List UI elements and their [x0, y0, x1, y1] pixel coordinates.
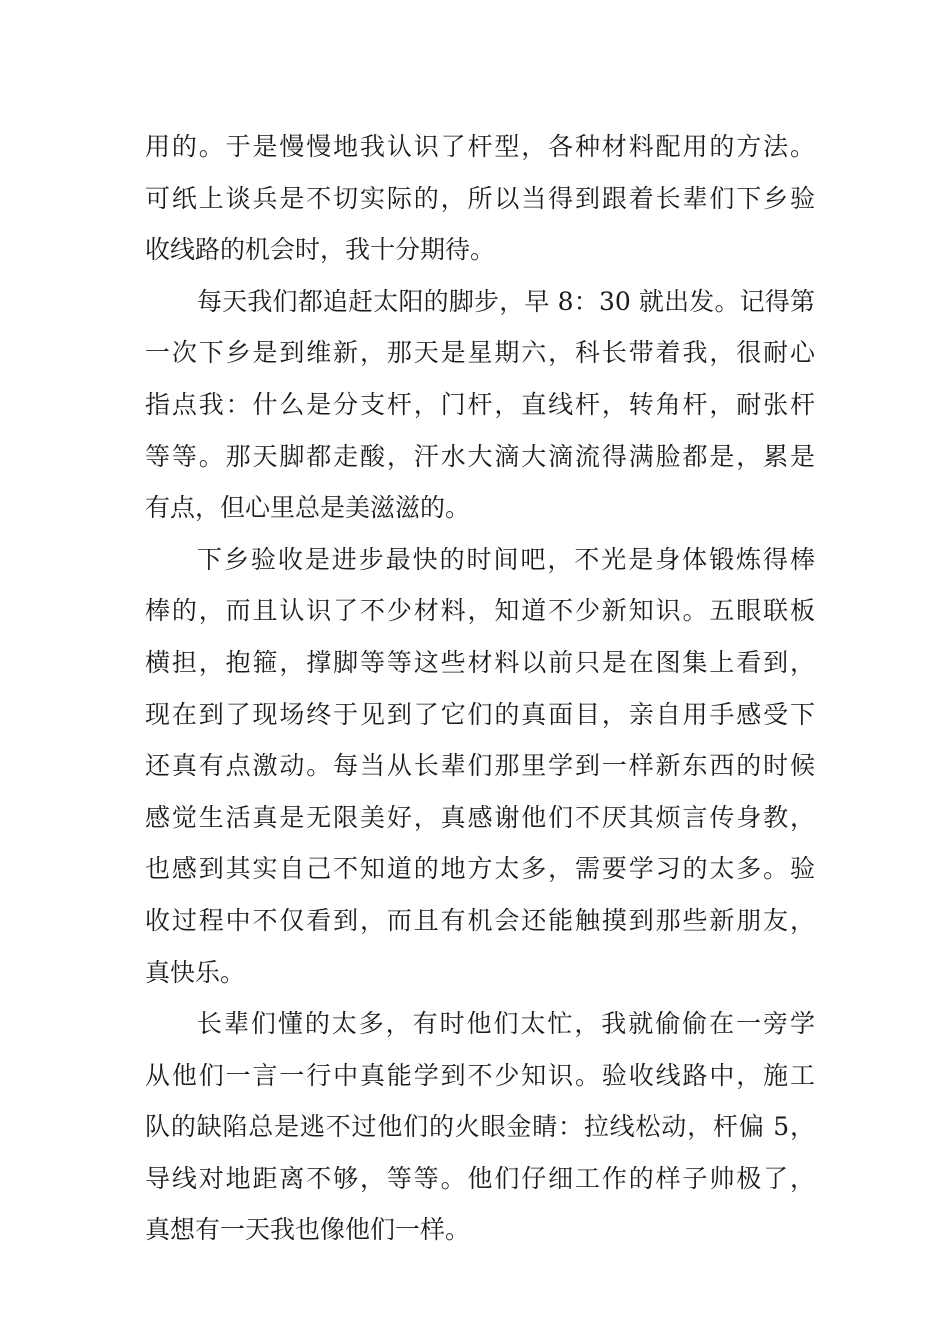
text-line: 一次下乡是到维新，那天是星期六，科长带着我，很耐心: [145, 338, 815, 368]
text-line: 收过程中不仅看到，而且有机会还能触摸到那些新朋友，: [145, 905, 815, 935]
paragraph: [145, 276, 815, 534]
paragraph: [145, 121, 815, 276]
text-line: 真想有一天我也像他们一样。: [145, 1215, 471, 1245]
text-line: 棒的，而且认识了不少材料，知道不少新知识。五眼联板: [145, 596, 815, 626]
text-line: 从他们一言一行中真能学到不少知识。验收线路中，施工: [145, 1060, 815, 1090]
text-line: 真快乐。: [145, 957, 246, 987]
text-line: 指点我：什么是分支杆，门杆，直线杆，转角杆，耐张杆: [145, 389, 815, 419]
text-line: 等等。那天脚都走酸，汗水大滴大滴流得满脸都是，累是: [145, 441, 815, 471]
text-line: 每天我们都追赶太阳的脚步，早 8：30 就出发。记得第: [197, 286, 815, 316]
text-line: 现在到了现场终于见到了它们的真面目，亲自用手感受下: [145, 699, 815, 729]
text-line: 横担，抱箍，撑脚等等这些材料以前只是在图集上看到，: [145, 647, 815, 677]
text-line: 队的缺陷总是逃不过他们的火眼金睛：拉线松动，杆偏 5，: [145, 1112, 815, 1142]
text-line: 还真有点激动。每当从长辈们那里学到一样新东西的时候: [145, 751, 815, 781]
text-line: 有点，但心里总是美滋滋的。: [145, 493, 471, 523]
text-line: 感觉生活真是无限美好，真感谢他们不厌其烦言传身教，: [145, 802, 815, 832]
body-text: [145, 121, 815, 1256]
text-line: 也感到其实自己不知道的地方太多，需要学习的太多。验: [145, 854, 815, 884]
text-line: 下乡验收是进步最快的时间吧，不光是身体锻炼得棒: [197, 544, 815, 574]
text-line: 长辈们懂的太多，有时他们太忙，我就偷偷在一旁学: [197, 1009, 815, 1039]
text-line: 导线对地距离不够，等等。他们仔细工作的样子帅极了，: [145, 1163, 815, 1193]
text-line: 用的。于是慢慢地我认识了杆型，各种材料配用的方法。: [145, 132, 815, 161]
paragraph: [145, 534, 815, 998]
paragraph: [145, 998, 815, 1256]
text-line: 可纸上谈兵是不切实际的，所以当得到跟着长辈们下乡验: [145, 183, 815, 213]
text-line: 收线路的机会时，我十分期待。: [145, 235, 496, 265]
